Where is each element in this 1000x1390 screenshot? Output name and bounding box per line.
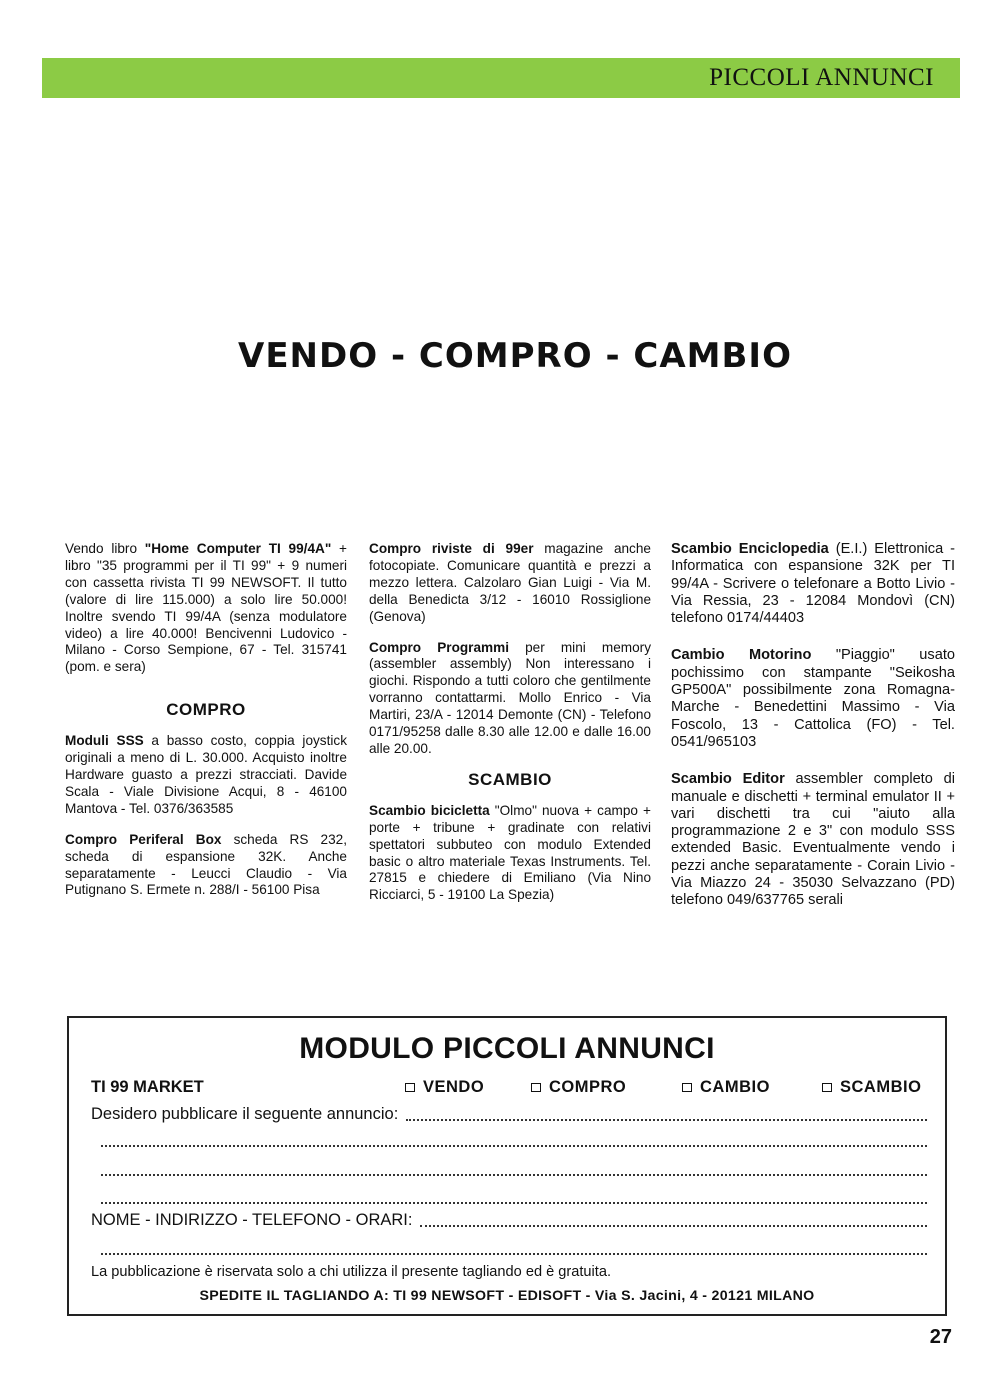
ad-form: [67, 1016, 947, 1316]
ad-headline: Compro Periferal Box: [65, 831, 222, 847]
section-heading-scambio: SCAMBIO: [468, 769, 552, 789]
section-title: PICCOLI ANNUNCI: [709, 64, 934, 91]
page-number: 27: [929, 1326, 952, 1348]
option-vendo[interactable]: [405, 1078, 484, 1097]
option-cambio[interactable]: [682, 1078, 770, 1097]
section-header-bar: [42, 58, 960, 98]
request-line-2[interactable]: [91, 1130, 927, 1150]
form-title: MODULO PICCOLI ANNUNCI: [299, 1032, 715, 1065]
ad-text: (E.I.) Elettronica - Informatica con espansione 32K per TI 99/4A - Scrivere o telefonare a Botto Livio - Via Ressia, 23 - 12084 Mondovì (CN) telefono 0174/44403: [671, 541, 955, 627]
form-category-row: [91, 1078, 927, 1098]
ad-text: Vendo libro: [65, 541, 145, 556]
ad-headline: Scambio Enciclopedia: [671, 541, 829, 557]
ad-text: scheda RS 232, scheda di espansione 32K. Anche separatamente - Leucci Claudio - Via Putignano S. Ermete n. 288/I - 56100 Pisa: [65, 831, 347, 898]
ad-headline: Scambio bicicletta: [369, 802, 490, 818]
option-label: SCAMBIO: [840, 1078, 922, 1096]
request-label: Desidero pubblicare il seguente annuncio:: [91, 1105, 399, 1123]
ad-headline: "Home Computer TI 99/4A": [144, 541, 332, 556]
request-field-row[interactable]: [91, 1104, 927, 1124]
contact-input-line[interactable]: [420, 1213, 927, 1227]
ad-text: "Olmo" nuova + campo + porte + tribune + gradinate con relativi spettatori subbuteo con modulo Extended basic o altro materiale Texas Instruments. Tel. 27815 e chiedere di Emiliano (Via Nino Ricciarci, 5 - 19100 La Spezia): [369, 802, 651, 903]
request-line-4[interactable]: [91, 1187, 927, 1207]
checkbox-cambio[interactable]: [682, 1083, 692, 1092]
ad-cambio-motorino: [671, 647, 955, 751]
market-label: TI 99 MARKET: [91, 1078, 204, 1096]
ad-text: "Piaggio" usato pochissimo con stampante "Seikosha GP500A" possibilmente zona Romagna-Marche - Benedettini Massimo - Via Foscolo, 13 - Cattolica (FO) - Tel. 0541/965103: [671, 647, 956, 750]
ad-text: per mini memory (assembler assembly) Non interessano i giochi. Rispondo a tutti coloro che gentilmente vorranno contattarmi. Mollo Enrico - Via Martiri, 23/A - 12014 Demonte (CN) - Telefono 0171/95258 dalle 8.30 alle 12.00 e dalle 16.00 alle 20.00.: [369, 639, 651, 756]
ad-scambio-editor: [671, 771, 955, 909]
checkbox-vendo[interactable]: [405, 1083, 415, 1092]
option-label: VENDO: [423, 1078, 485, 1096]
column-2: [369, 541, 651, 918]
request-line-3[interactable]: [91, 1159, 927, 1179]
ad-riviste-99er: [369, 541, 651, 626]
ad-moduli-sss: [65, 733, 347, 818]
option-label: COMPRO: [549, 1078, 627, 1096]
option-label: CAMBIO: [700, 1078, 770, 1096]
column-1: [65, 541, 347, 913]
checkbox-compro[interactable]: [531, 1083, 541, 1092]
form-send-address: SPEDITE IL TAGLIANDO A: TI 99 NEWSOFT - EDISOFT - Via S. Jacini, 4 - 20121 MILANO: [199, 1288, 815, 1304]
ad-headline: Cambio Motorino: [671, 647, 812, 664]
request-input-line[interactable]: [101, 1162, 927, 1176]
request-input-line[interactable]: [101, 1190, 927, 1204]
request-input-line[interactable]: [406, 1107, 927, 1121]
column-3: [671, 541, 955, 924]
ad-vendo-libro: [65, 541, 347, 676]
option-compro[interactable]: [531, 1078, 626, 1097]
ad-compro-programmi: [369, 640, 651, 758]
checkbox-scambio[interactable]: [822, 1083, 832, 1092]
ad-periferal-box: [65, 832, 347, 900]
ad-headline: Scambio Editor: [671, 771, 785, 788]
option-scambio[interactable]: [822, 1078, 921, 1097]
contact-label: NOME - INDIRIZZO - TELEFONO - ORARI:: [91, 1211, 413, 1229]
section-heading-compro: COMPRO: [166, 700, 246, 720]
ad-text: assembler completo di manuale e dischetti + terminal emulator II + vari dischetti tra cui "aiuto alla programmazione 2 e 3" con modulo SSS extended Basic. Eventualmente vendo i pezzi anche separatamente - Corain Livio - Via Miazzo 24 - 35030 Selvazzano (PD) telefono 049/637765 serali: [671, 771, 955, 909]
request-input-line[interactable]: [101, 1133, 927, 1147]
form-notice: La pubblicazione è riservata solo a chi utilizza il presente tagliando ed è gratuita.: [91, 1264, 612, 1280]
ad-headline: Moduli SSS: [65, 733, 144, 749]
contact-field-row[interactable]: [91, 1210, 927, 1230]
ad-headline: Compro Programmi: [369, 639, 509, 655]
contact-line-2[interactable]: [91, 1238, 927, 1258]
ad-text: + libro "35 programmi per il TI 99" + 9 numeri con cassetta rivista TI 99 NEWSOFT. Il tutto (valore di lire 115.000) a solo lire 50.000! Inoltre svendo TI 99/4A (senza modulatore video) a lire 40.000! Bencivenni Ludovico - Milano - Corso Sempione, 67 - Tel. 315741 (pom. e sera): [65, 541, 347, 675]
ad-text: a basso costo, coppia joystick originali a meno di L. 30.000. Acquisto inoltre Hardware guasto a prezzi stracciati. Davide Scala - Viale Divisione Acqui, 8 - 46100 Mantova - Tel. 0376/363585: [65, 733, 347, 816]
ad-text: magazine anche fotocopiate. Comunicare quantità e prezzi a mezzo lettera. Calzolaro Gian Luigi - Via M. della Benedicta 3/12 - 16010 Rossiglione (Genova): [369, 541, 651, 624]
page-title: VENDO - COMPRO - CAMBIO: [238, 336, 792, 376]
ad-scambio-bicicletta: [369, 803, 651, 904]
ad-headline: Compro riviste di 99er: [369, 541, 534, 556]
contact-input-line[interactable]: [101, 1241, 927, 1255]
ad-scambio-enciclopedia: [671, 541, 955, 627]
